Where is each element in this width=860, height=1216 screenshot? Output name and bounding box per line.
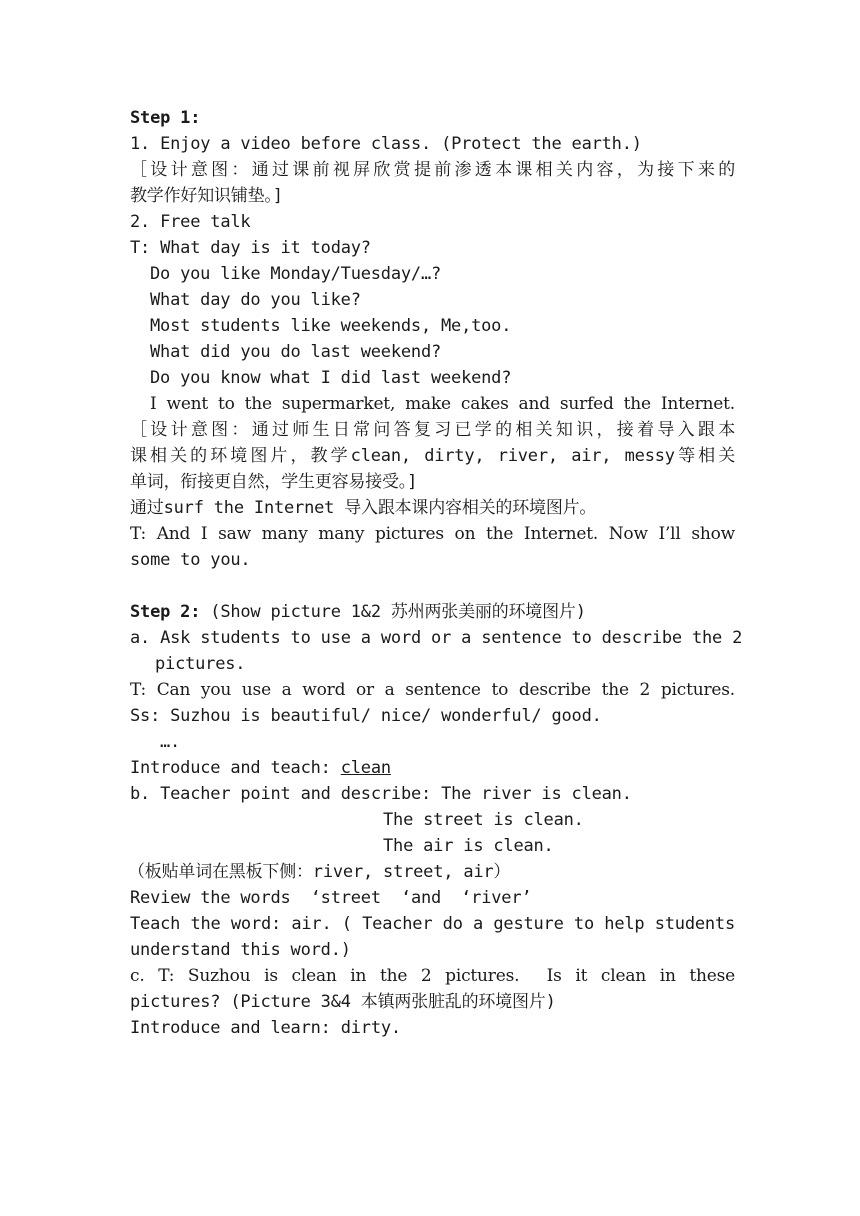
dialog-line: What did you do last weekend? bbox=[150, 342, 442, 362]
dialog-line: What day do you like? bbox=[150, 290, 361, 310]
dialog-line: I went to the supermarket, make cakes and surfed the Internet. bbox=[150, 394, 735, 414]
step2-b-line: b. Teacher point and describe: The river is clean. bbox=[130, 784, 632, 804]
step2-c-line-2: pictures? (Picture 3&4 本镇两张脏乱的环境图片) bbox=[130, 992, 556, 1012]
step2-heading-line bbox=[130, 599, 735, 625]
introduce-teach-line bbox=[130, 755, 735, 781]
introduce-teach-word: clean bbox=[340, 758, 391, 778]
design-note-2-line-1: ［设计意图：通过师生日常问答复习已学的相关知识，接着导入跟本 bbox=[130, 420, 735, 440]
dialog-line: Do you like Monday/Tuesday/…? bbox=[150, 264, 442, 284]
design-note-2-line-3: 单词，衔接更自然，学生更容易接受。] bbox=[130, 472, 418, 492]
step1-item-free-talk: 2. Free talk bbox=[130, 212, 251, 232]
step2-heading-note: (Show picture 1&2 苏州两张美丽的环境图片) bbox=[200, 602, 586, 622]
teach-air-line-2: understand this word.) bbox=[130, 940, 351, 960]
intro-line: 通过surf the Internet 导入跟本课内容相关的环境图片。 bbox=[130, 498, 597, 518]
dialog-line: T: What day is it today? bbox=[130, 238, 371, 258]
step2-b-air: The air is clean. bbox=[383, 836, 554, 856]
step2-a-line-2: pictures. bbox=[155, 654, 246, 674]
step2-b-street: The street is clean. bbox=[383, 810, 584, 830]
step2-c-line-1: c. T: Suzhou is clean in the 2 pictures. Is it clean in these bbox=[130, 966, 735, 986]
students-answer-line: Ss: Suzhou is beautiful/ nice/ wonderful/ good. bbox=[130, 706, 602, 726]
step2-heading: Step 2: bbox=[130, 602, 201, 622]
dialog-line: Most students like weekends, Me,too. bbox=[150, 316, 512, 336]
dialog-line: Do you know what I did last weekend? bbox=[150, 368, 512, 388]
step1-heading: Step 1: bbox=[130, 108, 201, 128]
step1-item-video: 1. Enjoy a video before class. (Protect the earth.) bbox=[130, 134, 642, 154]
teacher-describe-line: T: Can you use a word or a sentence to describe the 2 pictures. bbox=[130, 680, 735, 700]
board-note: （板贴单词在黑板下侧：river, street, air） bbox=[128, 862, 511, 882]
teacher-line-1: T: And I saw many many pictures on the Internet. Now I’ll show bbox=[130, 524, 735, 544]
review-line: Review the words ‘street ‘and ‘river’ bbox=[130, 888, 532, 908]
introduce-learn-line: Introduce and learn: dirty. bbox=[130, 1018, 401, 1038]
teacher-line-2: some to you. bbox=[130, 550, 251, 570]
design-note-1-line-2: 教学作好知识铺垫。] bbox=[130, 186, 283, 206]
ellipsis-line: …. bbox=[160, 732, 181, 752]
design-note-2-line-2: 课相关的环境图片，教学clean, dirty, river, air, messy等相关 bbox=[130, 446, 735, 466]
teach-air-line-1: Teach the word: air. ( Teacher do a gesture to help students bbox=[130, 914, 735, 934]
step2-a-line-1: a. Ask students to use a word or a sentence to describe the 2 bbox=[130, 628, 743, 648]
introduce-teach-prefix: Introduce and teach: bbox=[130, 758, 341, 778]
design-note-1-line-1: ［设计意图：通过课前视屏欣赏提前渗透本课相关内容，为接下来的 bbox=[130, 160, 735, 180]
